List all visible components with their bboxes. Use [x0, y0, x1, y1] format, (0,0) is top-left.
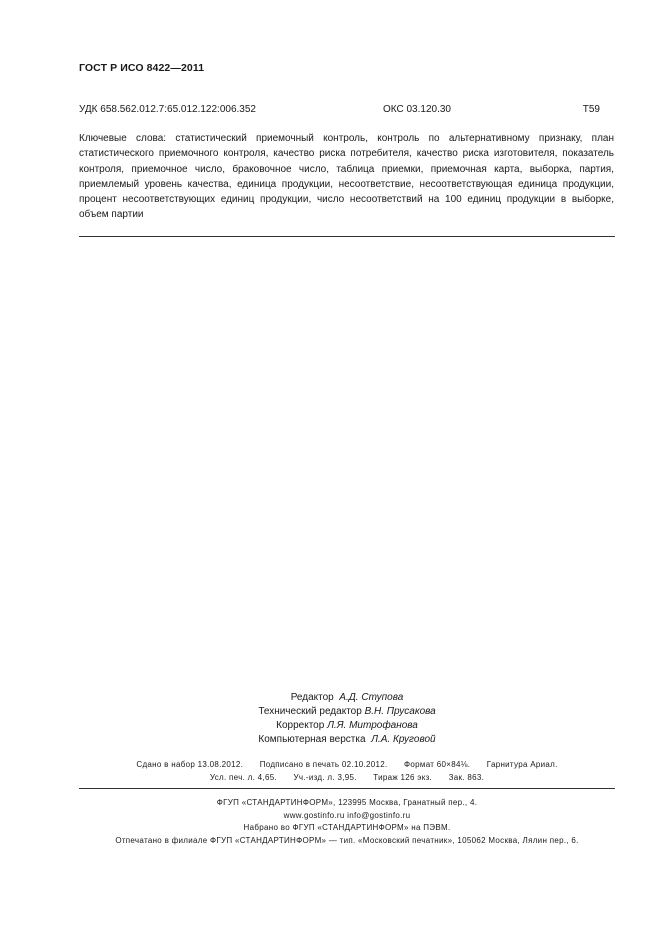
corrector-label: Корректор	[276, 720, 325, 731]
layout-label: Компьютерная верстка	[258, 734, 366, 745]
editor-line	[79, 691, 615, 705]
typeface: Гарнитура Ариал.	[486, 760, 558, 769]
classification-row	[79, 104, 599, 118]
layout-line	[79, 733, 615, 747]
order-number: Зак. 863.	[448, 773, 485, 782]
circulation: Тираж 126 экз.	[373, 773, 433, 782]
imprint-line-1	[79, 758, 615, 771]
printed-note: Отпечатано в филиале ФГУП «СТАНДАРТИНФОРМ» — тип. «Московский печатник», 105062 Москва, Лялин пер., 6.	[115, 835, 579, 845]
tech-editor-label: Технический редактор	[258, 706, 362, 717]
corrector-line	[79, 719, 615, 733]
divider-top	[79, 236, 615, 237]
corrector-name: Л.Я. Митрофанова	[327, 720, 418, 731]
document-title: ГОСТ Р ИСО 8422—2011	[79, 62, 205, 74]
submitted-date: Сдано в набор 13.08.2012.	[136, 760, 244, 769]
credits-block	[79, 691, 615, 747]
divider-bottom	[79, 788, 615, 789]
tech-editor-line	[79, 705, 615, 719]
imprint-line-2	[79, 771, 615, 784]
tech-editor-name: В.Н. Прусакова	[364, 706, 436, 717]
print-sheets: Усл. печ. л. 4,65.	[209, 773, 277, 782]
editor-label: Редактор	[290, 692, 334, 703]
typeset-note: Набрано во ФГУП «СТАНДАРТИНФОРМ» на ПЭВМ.	[243, 823, 451, 832]
publisher-email[interactable]: info@gostinfo.ru	[347, 810, 411, 820]
publication-sheets: Уч.-изд. л. 3,95.	[293, 773, 357, 782]
udk-code: УДК 658.562.012.7:65.012.122:006.352	[79, 104, 256, 115]
layout-name: Л.А. Круговой	[371, 734, 436, 745]
publisher-address: ФГУП «СТАНДАРТИНФОРМ», 123995 Москва, Гранатный пер., 4.	[216, 798, 478, 807]
group-code: Т59	[582, 104, 600, 115]
signed-date: Подписано в печать 02.10.2012.	[259, 760, 388, 769]
publisher-contacts	[79, 810, 615, 823]
publisher-block	[79, 797, 615, 847]
imprint-block	[79, 758, 615, 784]
editor-name: А.Д. Ступова	[339, 692, 404, 703]
keywords-paragraph: Ключевые слова: статистический приемочный контроль, контроль по альтернативному признаку, план статистического приемочного контроля, качество риска потребителя, качество риска изготовителя, показатель контроля, приемочное число, браковочное число, таблица приемки, приемочная карта, выборка, партия, приемлемый уровень качества, единица продукции, несоответствие, несоответствующая единица продукции, процент несоответствующих единиц продукции, число несоответствий на 100 единиц продукции в выборке, объем партии	[79, 133, 614, 221]
publisher-website[interactable]: www.gostinfo.ru	[283, 810, 345, 820]
paper-format: Формат 60×84⅛.	[404, 760, 471, 769]
oks-code: ОКС 03.120.30	[383, 104, 451, 115]
